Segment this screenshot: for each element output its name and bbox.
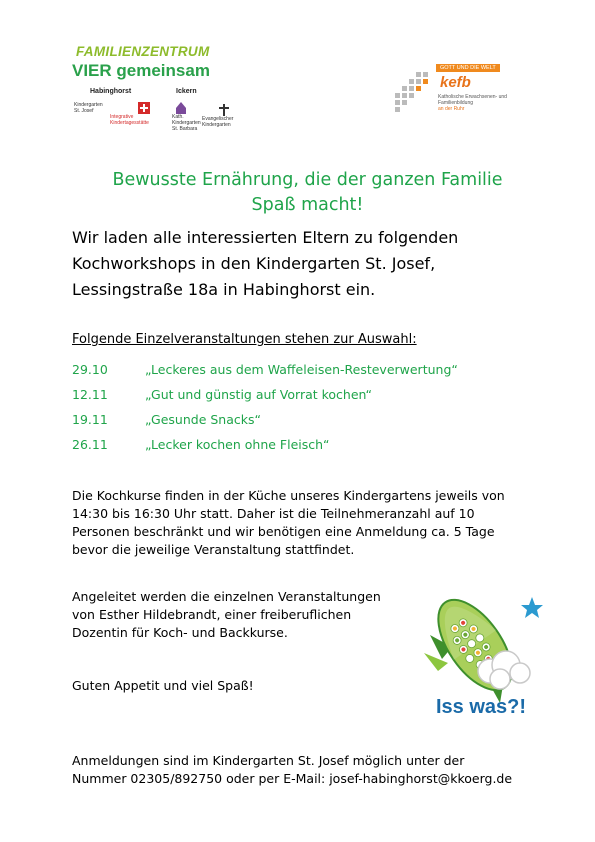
headline-line-1: Bewusste Ernährung, die der ganzen Familie	[112, 170, 503, 190]
church-icon	[176, 102, 186, 114]
kefb-wordmark: kefb	[440, 74, 471, 91]
registration-line-1: Anmeldungen sind im Kindergarten St. Josef möglich unter der	[72, 753, 465, 768]
intro-line-2: Kochworkshops in den Kindergarten St. Josef,	[72, 254, 436, 273]
event-date: 29.10	[72, 362, 108, 377]
cross-icon	[218, 104, 230, 116]
partner-integrative-kita: Integrative Kindertagesstätte	[110, 114, 149, 126]
location-habinghorst: Habinghorst	[90, 88, 132, 95]
instructor-line-3: Dozentin für Koch- und Backkurse.	[72, 625, 288, 640]
registration-line-2: Nummer 02305/892750 oder per E-Mail: josef-habinghorst@kkoerg.de	[72, 771, 513, 786]
logo-line-1: FAMILIENZENTRUM	[76, 44, 210, 59]
kefb-region: an der Ruhr	[438, 106, 465, 112]
info-line-3: Personen beschränkt und wir benötigen eine Anmeldung ca. 5 Tage	[72, 524, 495, 539]
instructor-paragraph	[72, 588, 422, 642]
partner-st-josef: Kindergarten St. Josef	[74, 102, 103, 114]
caritas-icon	[138, 102, 150, 114]
location-ickern: Ickern	[176, 88, 197, 95]
kefb-tagline: GOTT UND DIE WELT	[436, 64, 500, 72]
event-date: 19.11	[72, 412, 108, 427]
registration-paragraph	[72, 752, 552, 788]
familienzentrum-logo	[72, 44, 232, 130]
kefb-subtitle-text: Katholische Erwachsenen- und Familienbildung	[438, 94, 507, 106]
event-date: 26.11	[72, 437, 108, 452]
dots-pattern-icon	[390, 70, 436, 114]
headline-line-2: Spaß macht!	[251, 195, 364, 215]
event-date: 12.11	[72, 387, 108, 402]
info-line-2: 14:30 bis 16:30 Uhr statt. Daher ist die Teilnehmeranzahl auf 10	[72, 506, 475, 521]
info-line-1: Die Kochkurse finden in der Küche unseres Kindergartens jeweils von	[72, 488, 505, 503]
rocket-illustration-icon	[420, 575, 550, 720]
partner-st-barbara: Kath. Kindergarten St. Barbara	[172, 114, 201, 132]
event-title: „Leckeres aus dem Waffeleisen-Resteverwertung“	[145, 362, 458, 377]
events-heading: Folgende Einzelveranstaltungen stehen zur Auswahl:	[72, 332, 417, 347]
closing-text: Guten Appetit und viel Spaß!	[72, 678, 254, 693]
kefb-subtitle	[438, 94, 538, 112]
instructor-line-2: von Esther Hildebrandt, einer freiberuflichen	[72, 607, 352, 622]
info-line-4: bevor die jeweilige Veranstaltung stattfindet.	[72, 542, 355, 557]
rocket-caption: Iss was?!	[436, 696, 527, 718]
info-paragraph	[72, 487, 552, 559]
event-title: „Lecker kochen ohne Fleisch“	[145, 437, 330, 452]
event-title: „Gesunde Snacks“	[145, 412, 261, 427]
instructor-line-1: Angeleitet werden die einzelnen Veranstaltungen	[72, 589, 381, 604]
intro-line-3: Lessingstraße 18a in Habinghorst ein.	[72, 280, 376, 299]
partner-evangelisch: Evangelischer Kindergarten	[202, 116, 234, 128]
intro-line-1: Wir laden alle interessierten Eltern zu folgenden	[72, 228, 459, 247]
logo-line-2: VIER gemeinsam	[72, 61, 210, 80]
kefb-logo	[390, 64, 540, 124]
event-title: „Gut und günstig auf Vorrat kochen“	[145, 387, 373, 402]
